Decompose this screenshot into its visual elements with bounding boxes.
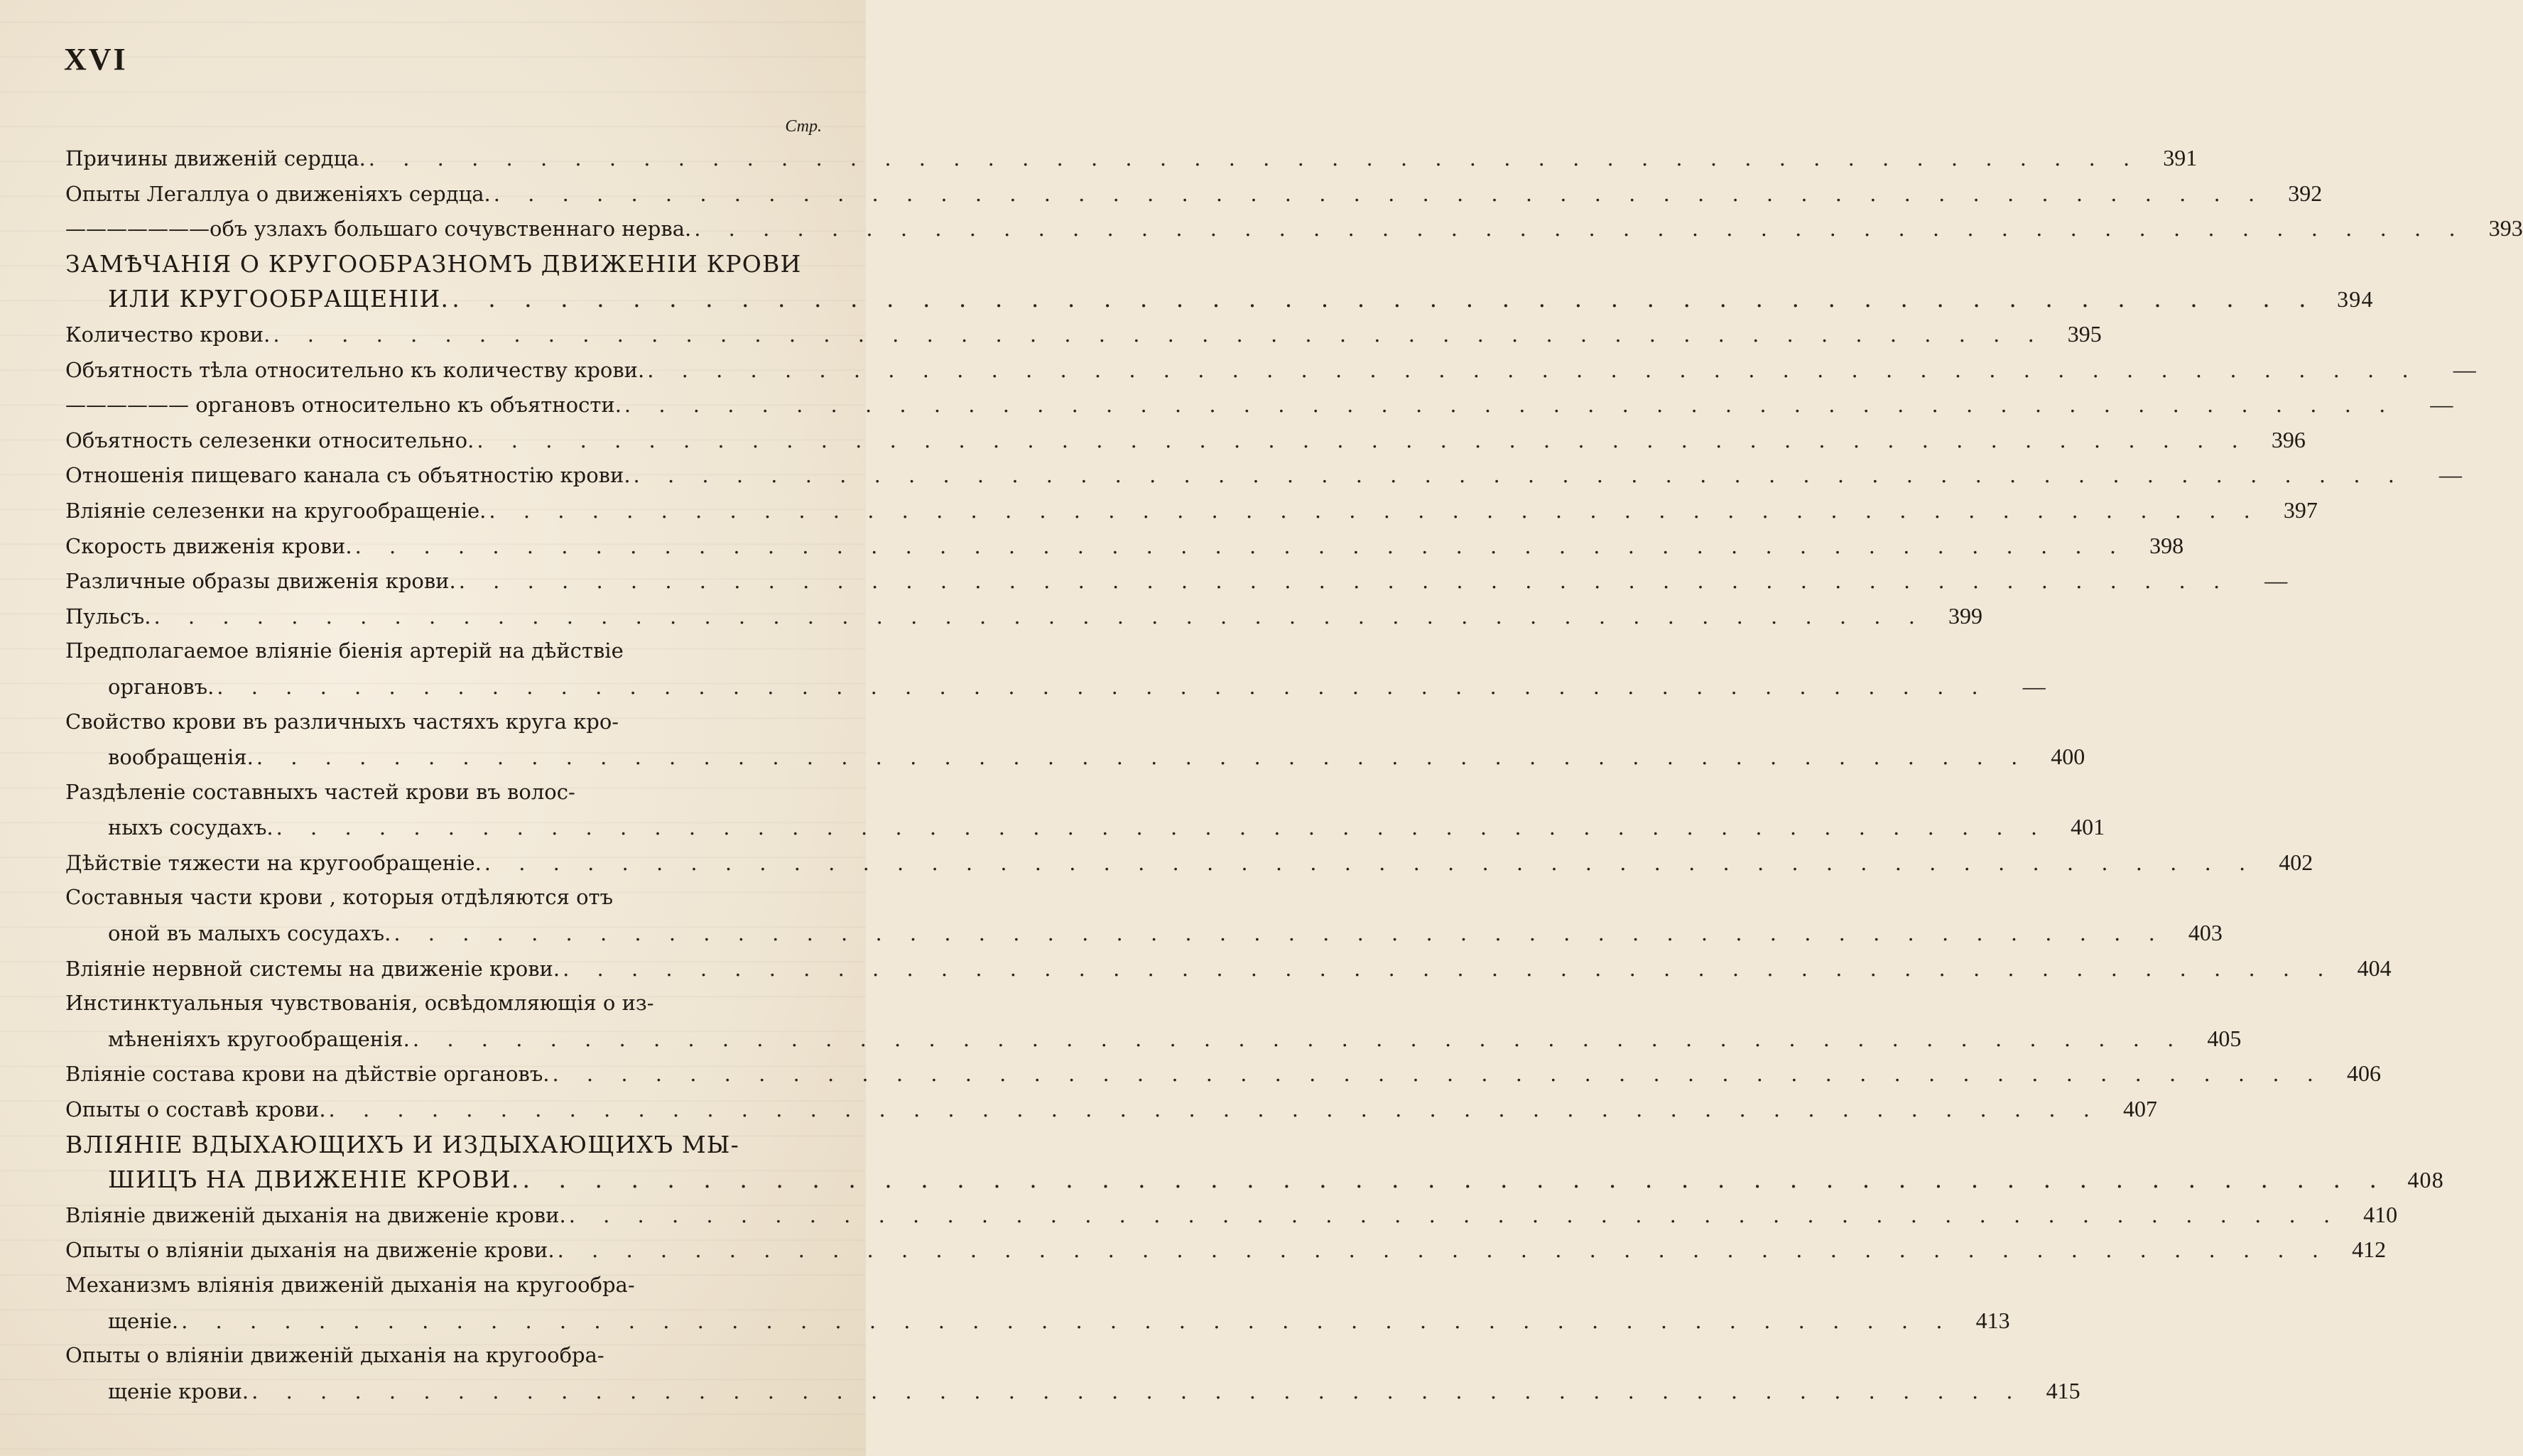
- toc-page-number: —: [2453, 356, 2476, 382]
- toc-entry-text: Скорость движенія крови.: [65, 533, 352, 558]
- toc-page-number: —: [2264, 567, 2288, 594]
- dot-leader: [520, 1162, 2390, 1197]
- toc-entry-text: Вліяніе состава крови на дѣйствіе органовъ.: [65, 1062, 550, 1087]
- dot-leader: [482, 846, 2259, 881]
- toc-page-number: 397: [2283, 496, 2318, 523]
- dot-leader: [249, 1374, 2026, 1410]
- toc-entry-line: [65, 211, 2523, 246]
- toc-entry-text: ИЛИ КРУГООБРАЩЕНІИ.: [108, 285, 450, 313]
- toc-entry: [65, 211, 2523, 246]
- toc-entry-line: [65, 1127, 825, 1163]
- dot-leader: [622, 388, 2399, 423]
- toc-entry: [65, 634, 2046, 704]
- toc-entry-line: [65, 1021, 2242, 1057]
- toc-entry: [65, 1268, 2010, 1338]
- toc-section-heading: [65, 1127, 2444, 1197]
- dot-leader: [486, 494, 2263, 529]
- toc-entry-line: [65, 528, 2184, 564]
- dot-leader: [214, 670, 1991, 705]
- toc-entry: [65, 1338, 2080, 1408]
- toc-entry-text: Раздѣленіе составныхъ частей крови въ волос-: [65, 779, 575, 804]
- toc-entry: [65, 141, 2198, 176]
- toc-entry-line: [65, 141, 2198, 176]
- toc-entry-text: Различные образы движенія крови.: [65, 569, 456, 594]
- dot-leader: [449, 281, 2319, 317]
- toc-entry-line: [65, 845, 2313, 881]
- dot-leader: [366, 141, 2143, 177]
- toc-entry-line: [65, 986, 825, 1021]
- toc-entry-text: Предполагаемое вліяніе біенія артерій на дѣйствіе: [65, 639, 624, 663]
- toc-entry-line: [65, 563, 2288, 599]
- toc-section-heading: [65, 246, 2374, 317]
- page-column-label: Стр.: [785, 117, 822, 136]
- dot-leader: [456, 564, 2233, 599]
- dot-leader: [326, 1092, 2103, 1128]
- toc-entry-line: [65, 1374, 2080, 1409]
- toc-page-number: 401: [2071, 814, 2105, 840]
- toc-entry: [65, 1197, 2398, 1233]
- toc-page-number: 407: [2123, 1096, 2158, 1122]
- toc-page-number: 410: [2363, 1201, 2398, 1227]
- toc-entry-line: [65, 1056, 2381, 1092]
- toc-entry-line: [65, 493, 2318, 528]
- toc-page-number: 395: [2067, 320, 2102, 347]
- toc-entry: [65, 317, 2102, 352]
- toc-entry-line: [65, 423, 2306, 458]
- toc-page-number: —: [2430, 391, 2453, 418]
- dot-leader: [691, 212, 2468, 247]
- toc-entry: [65, 880, 2223, 950]
- toc-entry: [65, 528, 2184, 564]
- toc-entry-line: [65, 281, 2374, 317]
- toc-entry-text: Опыты о составѣ крови.: [65, 1097, 326, 1122]
- toc-entry: [65, 845, 2313, 881]
- toc-entry-text: Вліяніе движеній дыханія на движеніе крови.: [65, 1202, 566, 1227]
- toc-entry-line: [65, 599, 1982, 634]
- toc-entry: [65, 423, 2306, 458]
- toc-entry-line: [65, 951, 2392, 987]
- toc-page-number: 398: [2149, 532, 2184, 558]
- toc-entry-text: Дѣйствіе тяжести на кругообращеніе.: [65, 850, 482, 875]
- toc-entry-text: вообращенія.: [108, 745, 254, 770]
- toc-entry-text: Инстинктуальныя чувствованія, освѣдомляющія о из-: [65, 991, 654, 1016]
- toc-page-number: 403: [2188, 920, 2223, 946]
- toc-page-number: 392: [2288, 180, 2323, 206]
- toc-entry-line: [65, 317, 2102, 352]
- toc-page-number: 406: [2346, 1060, 2381, 1087]
- toc-entry-line: [65, 634, 825, 669]
- toc-entry-line: [65, 1092, 2158, 1127]
- toc-page-number: 408: [2407, 1167, 2444, 1193]
- dot-leader: [391, 916, 2168, 952]
- toc-entry-text: Пульсъ.: [65, 604, 151, 629]
- dot-leader: [352, 529, 2129, 565]
- toc-entry-text: ВЛІЯНІЕ ВДЫХАЮЩИХЪ И ИЗДЫХАЮЩИХЪ МЫ-: [65, 1130, 739, 1158]
- toc-entry: [65, 986, 2242, 1056]
- table-of-contents: [65, 141, 2523, 1408]
- dot-leader: [550, 1057, 2327, 1092]
- dot-leader: [631, 458, 2408, 494]
- toc-page-number: 412: [2352, 1237, 2387, 1263]
- toc-entry: [65, 457, 2463, 493]
- toc-entry-line: [65, 739, 2085, 775]
- toc-entry-line: [65, 1268, 825, 1303]
- toc-entry-text: Вліяніе селезенки на кругообращеніе.: [65, 498, 487, 523]
- toc-entry-text: Механизмъ вліянія движеній дыханія на кругообра-: [65, 1273, 635, 1297]
- toc-entry-text: Свойство крови въ различныхъ частяхъ круга кро-: [65, 709, 619, 734]
- toc-entry-text: Причины движеній сердца.: [65, 146, 366, 170]
- dot-leader: [254, 740, 2031, 776]
- toc-entry: [65, 176, 2323, 212]
- toc-page-number: 413: [1975, 1307, 2010, 1333]
- toc-page-number: 415: [2046, 1377, 2080, 1403]
- toc-entry-text: щеніе крови.: [108, 1379, 249, 1403]
- toc-entry-text: Составныя части крови , которыя отдѣляются отъ: [65, 885, 614, 910]
- toc-entry: [65, 599, 1982, 634]
- toc-entry-line: [65, 352, 2476, 388]
- toc-entry: [65, 705, 2085, 775]
- toc-entry: [65, 387, 2453, 423]
- toc-entry-text: —————— органовъ относительно къ объятности.: [65, 393, 622, 418]
- toc-entry-text: щеніе.: [108, 1308, 179, 1333]
- toc-entry-line: [65, 705, 825, 740]
- page-folio: XVI: [64, 42, 128, 77]
- toc-entry-text: Опыты Легаллуа о движеніяхъ сердца.: [65, 181, 491, 206]
- dot-leader: [560, 952, 2337, 987]
- toc-entry-text: Объятность тѣла относительно къ количеству крови.: [65, 357, 645, 382]
- toc-entry-line: [65, 880, 825, 916]
- toc-entry-line: [65, 1338, 825, 1374]
- toc-entry-line: [65, 246, 825, 282]
- dot-leader: [644, 353, 2421, 389]
- toc-entry: [65, 352, 2476, 388]
- toc-entry-line: [65, 176, 2323, 212]
- toc-entry-text: Количество крови.: [65, 322, 271, 347]
- toc-entry-line: [65, 775, 825, 810]
- toc-entry-text: Отношенія пищеваго канала съ объятностію крови.: [65, 463, 631, 488]
- dot-leader: [555, 1233, 2332, 1268]
- dot-leader: [178, 1304, 1955, 1340]
- toc-page-number: 393: [2488, 215, 2523, 241]
- toc-entry-line: [65, 1303, 2010, 1339]
- toc-entry-line: [65, 457, 2463, 493]
- toc-entry-line: [65, 1197, 2398, 1233]
- toc-page-number: —: [2022, 673, 2046, 699]
- toc-page-number: 400: [2051, 744, 2085, 770]
- toc-entry-line: [65, 1162, 2444, 1197]
- toc-entry-line: [65, 387, 2453, 423]
- toc-entry-text: ШИЦЪ НА ДВИЖЕНІЕ КРОВИ.: [108, 1166, 520, 1194]
- toc-entry-text: мѣненіяхъ кругообращенія.: [108, 1026, 410, 1051]
- toc-page-number: 394: [2337, 286, 2374, 313]
- dot-leader: [566, 1198, 2343, 1234]
- toc-entry: [65, 1056, 2381, 1092]
- dot-leader: [410, 1022, 2187, 1058]
- toc-page-number: 405: [2207, 1025, 2242, 1051]
- toc-page-number: 399: [1948, 602, 1982, 629]
- toc-entry-text: ныхъ сосудахъ.: [108, 815, 273, 840]
- toc-entry: [65, 951, 2392, 987]
- dot-leader: [270, 317, 2047, 353]
- toc-entry-line: [65, 1232, 2387, 1268]
- dot-leader: [491, 177, 2268, 212]
- dot-leader: [273, 810, 2051, 846]
- toc-entry: [65, 1232, 2387, 1268]
- toc-entry: [65, 563, 2288, 599]
- dot-leader: [151, 599, 1928, 635]
- toc-entry-text: Вліяніе нервной системы на движеніе крови.: [65, 956, 560, 981]
- dot-leader: [474, 423, 2251, 459]
- toc-entry-line: [65, 669, 2046, 705]
- toc-page-number: 396: [2271, 426, 2306, 452]
- toc-page-number: 391: [2163, 145, 2198, 170]
- toc-entry-text: оной въ малыхъ сосудахъ.: [108, 921, 391, 946]
- toc-entry-line: [65, 916, 2223, 951]
- toc-entry-text: ———————объ узлахъ большаго сочувственнаго нерва.: [65, 217, 692, 241]
- toc-page-number: 402: [2279, 849, 2313, 875]
- toc-entry-line: [65, 810, 2105, 845]
- toc-entry: [65, 1092, 2158, 1127]
- toc-entry-text: Опыты о вліяніи дыханія на движеніе крови.: [65, 1238, 555, 1263]
- toc-entry-text: органовъ.: [108, 674, 215, 699]
- toc-entry: [65, 493, 2318, 528]
- toc-entry: [65, 775, 2105, 845]
- toc-entry-text: Опыты о вліяніи движеній дыханія на кругообра-: [65, 1343, 604, 1368]
- toc-entry-text: Объятность селезенки относительно.: [65, 428, 474, 452]
- toc-entry-text: ЗАМѢЧАНІЯ О КРУГООБРАЗНОМЪ ДВИЖЕНІИ КРОВИ: [65, 249, 802, 278]
- toc-page-number: —: [2439, 462, 2463, 488]
- toc-page-number: 404: [2357, 955, 2392, 981]
